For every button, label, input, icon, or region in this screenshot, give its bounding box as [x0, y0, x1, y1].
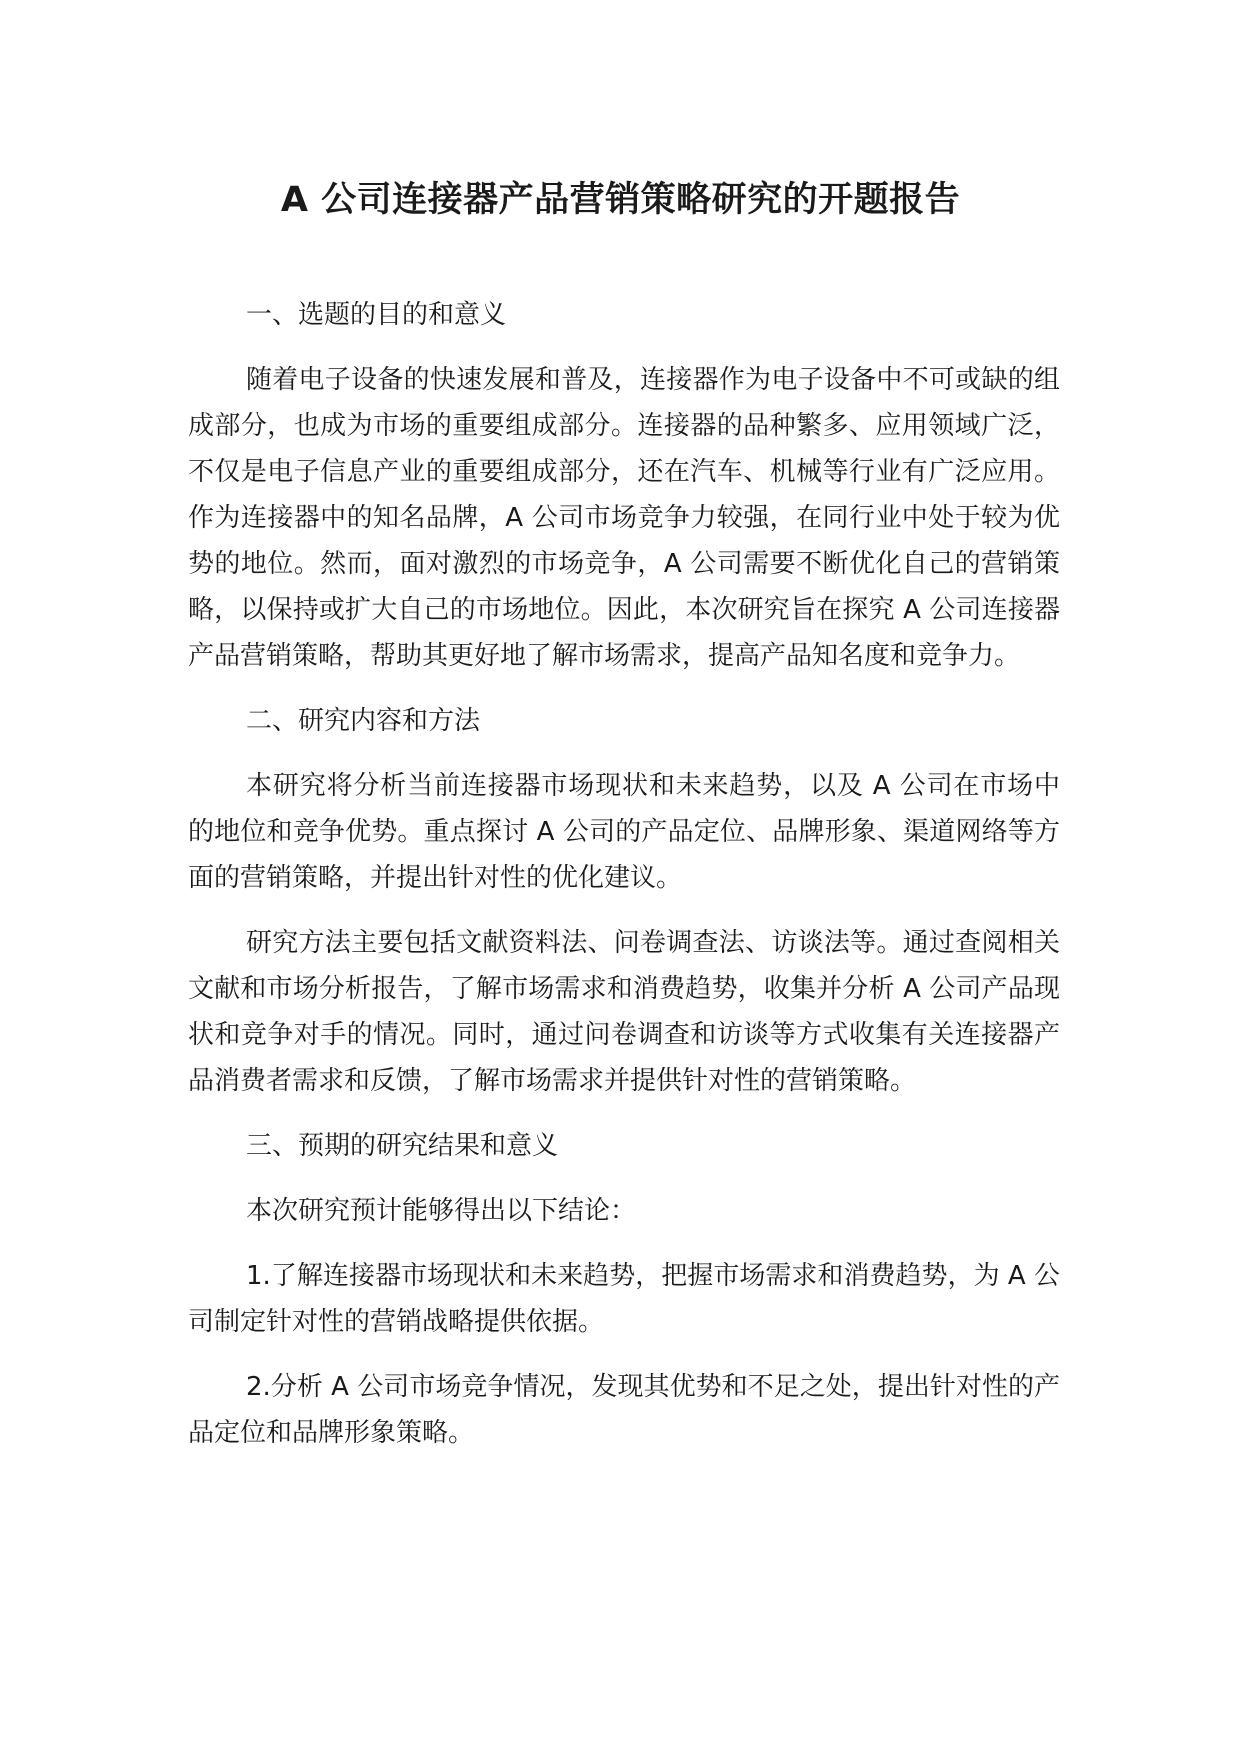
- section-heading-purpose: 一、选题的目的和意义: [246, 300, 507, 330]
- paragraph-method: 研究方法主要包括文献资料法、问卷调查法、访谈法等。通过查阅相关文献和市场分析报告，了解市场需求和消费趋势，收集并分析 A 公司产品现状和竞争对手的情况。同时，通过问卷调查和访谈等方式收集有关连接器产品消费者需求和反馈，了解市场需求并提供针对性的营销策略。: [188, 928, 1060, 1096]
- section-heading-content-method: 二、研究内容和方法: [246, 706, 481, 736]
- section-heading-expected-results: 三、预期的研究结果和意义: [246, 1131, 559, 1161]
- paragraph-purpose: 随着电子设备的快速发展和普及，连接器作为电子设备中不可或缺的组成部分，也成为市场的重要组成部分。连接器的品种繁多、应用领域广泛，不仅是电子信息产业的重要组成部分，还在汽车、机械等行业有广泛应用。作为连接器中的知名品牌，A 公司市场竞争力较强，在同行业中处于较为优势的地位。然而，面对激烈的市场竞争，A 公司需要不断优化自己的营销策略，以保持或扩大自己的市场地位。因此，本次研究旨在探究 A 公司连接器产品营销策略，帮助其更好地了解市场需求，提高产品知名度和竞争力。: [188, 365, 1060, 671]
- list-item-conclusion-1: 1.了解连接器市场现状和未来趋势，把握市场需求和消费趋势，为 A 公司制定针对性的营销战略提供依据。: [188, 1261, 1060, 1337]
- document-body: [188, 292, 1060, 1475]
- list-item-conclusion-2: 2.分析 A 公司市场竞争情况，发现其优势和不足之处，提出针对性的产品定位和品牌形象策略。: [188, 1372, 1060, 1448]
- paragraph-content: 本研究将分析当前连接器市场现状和未来趋势，以及 A 公司在市场中的地位和竞争优势。重点探讨 A 公司的产品定位、品牌形象、渠道网络等方面的营销策略，并提出针对性的优化建议。: [188, 771, 1060, 893]
- document-title: A 公司连接器产品营销策略研究的开题报告: [280, 180, 961, 220]
- paragraph-conclusion-intro: 本次研究预计能够得出以下结论：: [246, 1196, 637, 1226]
